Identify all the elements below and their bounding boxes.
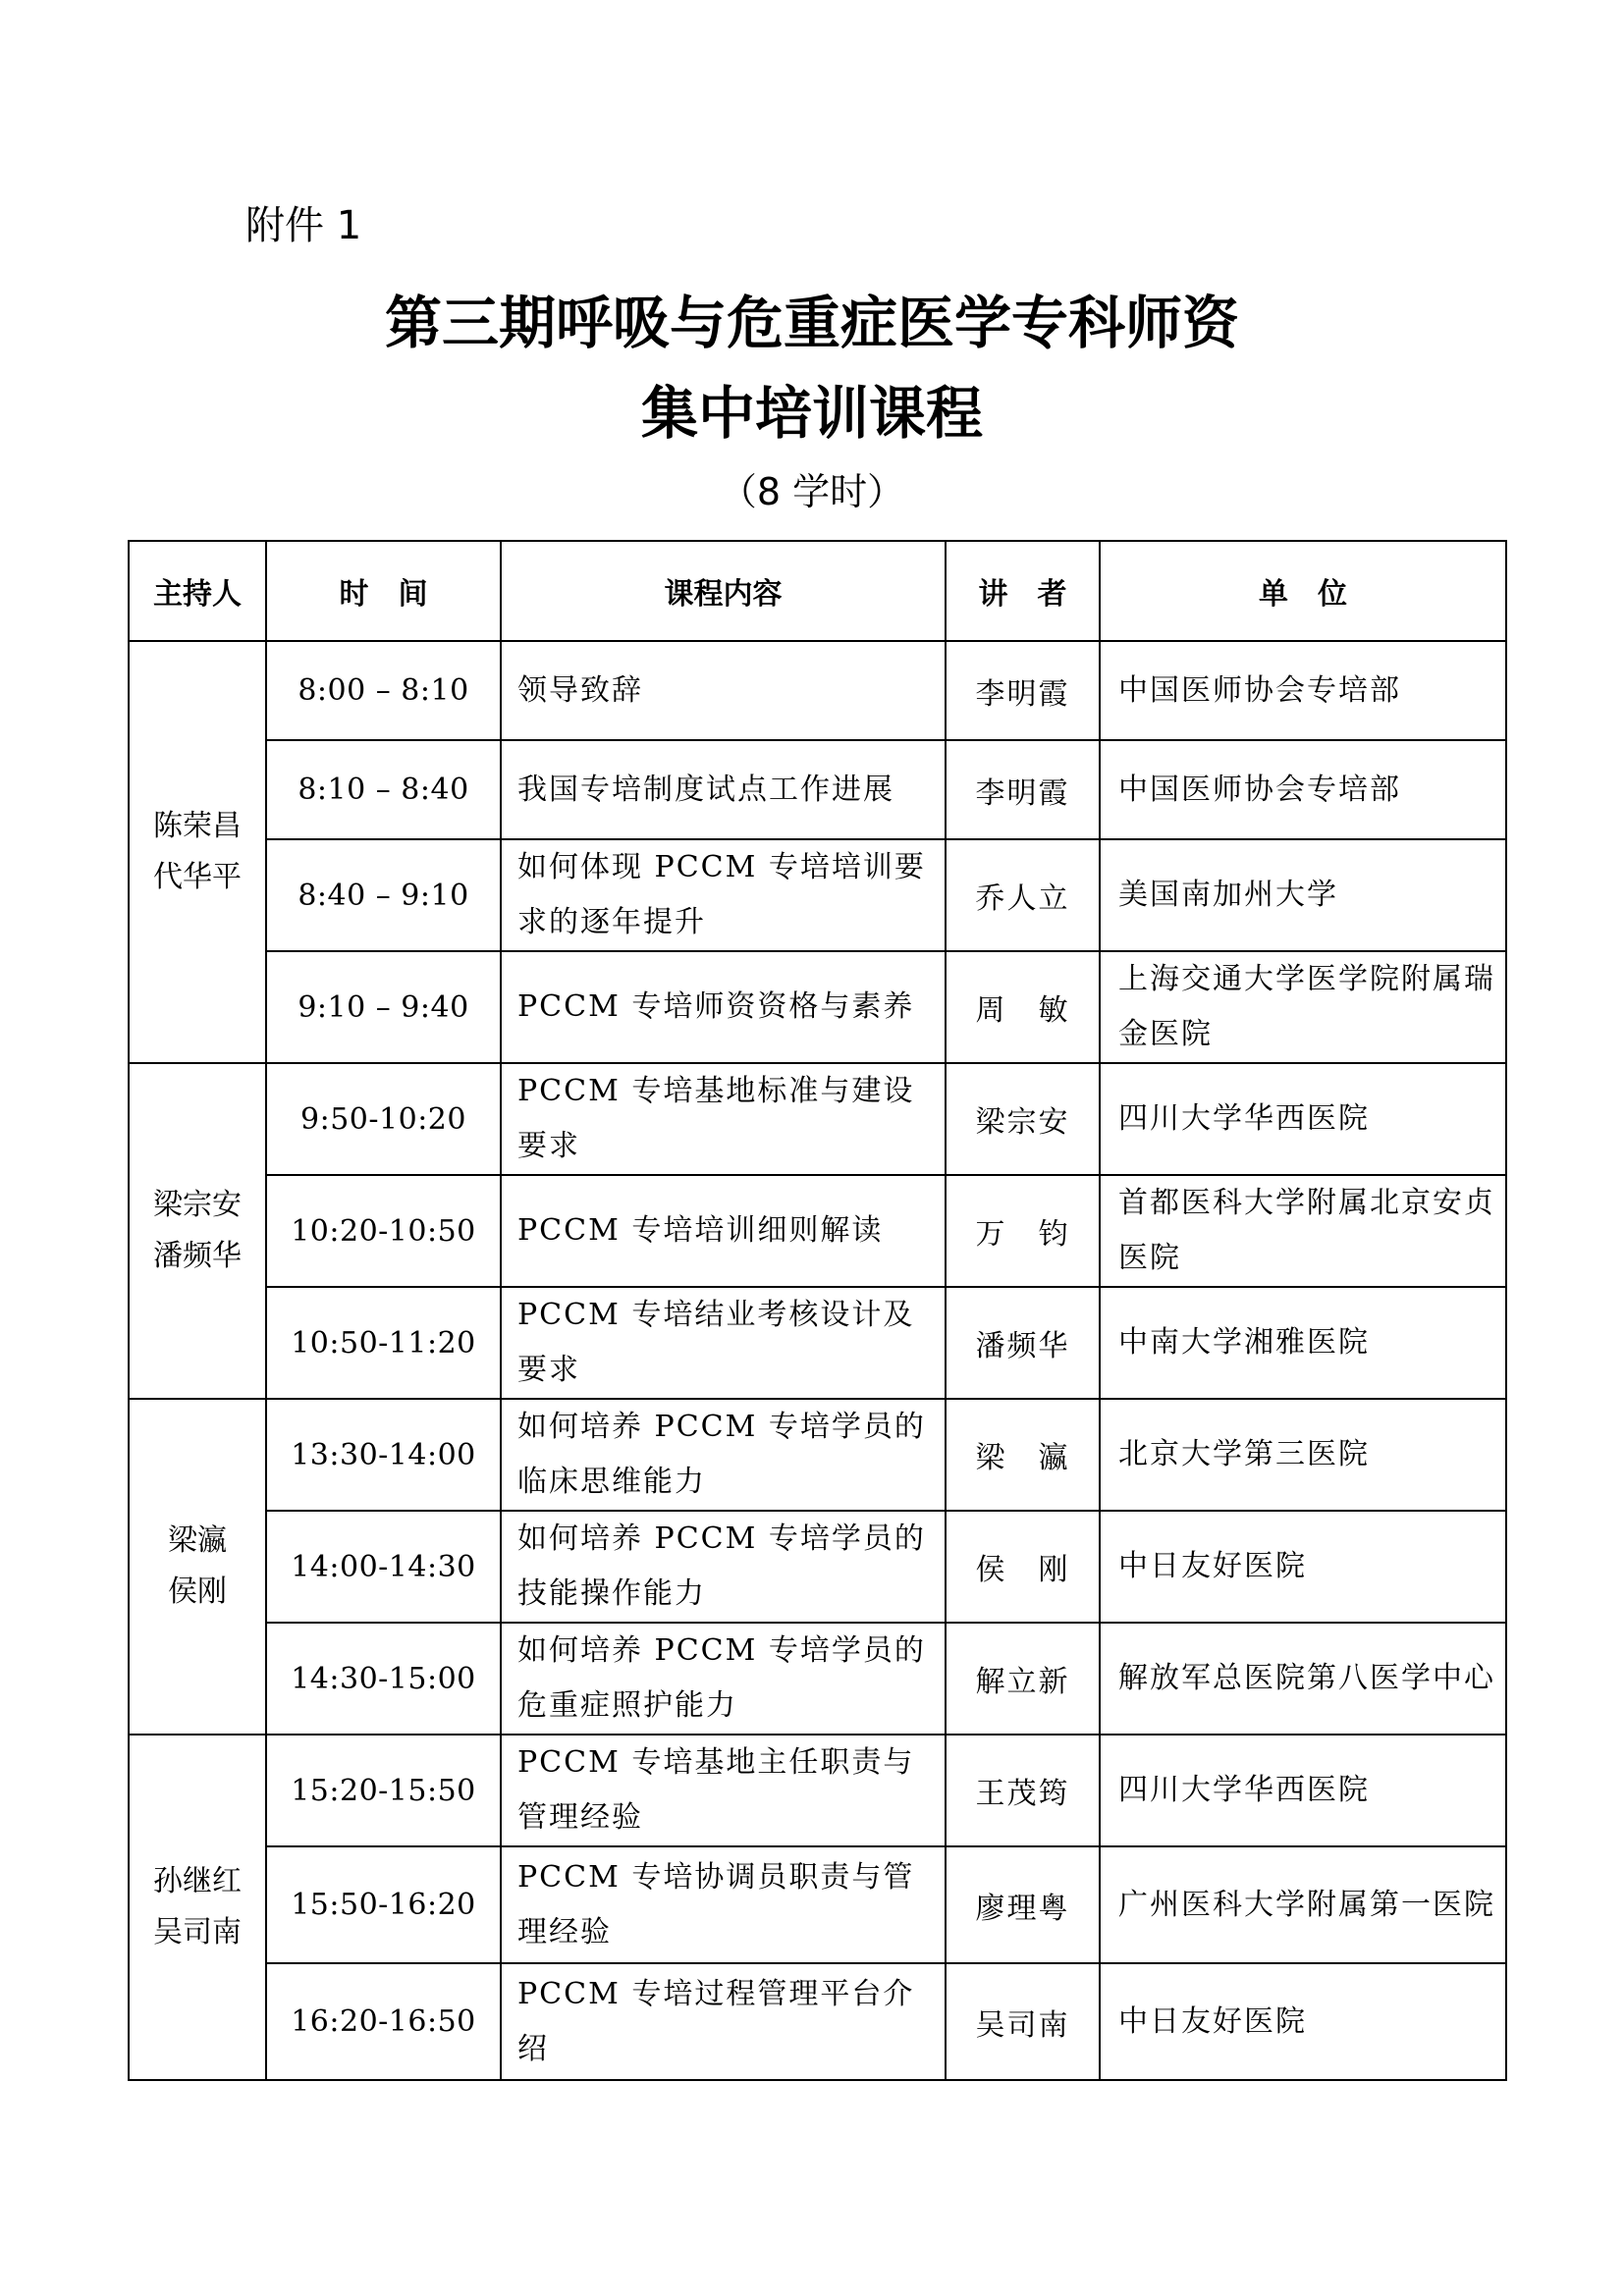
hours-subtitle: （8 学时） — [719, 470, 905, 513]
unit-cell: 首都医科大学附属北京安贞医院 — [1100, 1175, 1506, 1287]
time-cell: 8:00 – 8:10 — [266, 641, 501, 740]
unit-cell: 四川大学华西医院 — [1100, 1063, 1506, 1175]
unit-cell: 四川大学华西医院 — [1100, 1735, 1506, 1846]
lecturer-cell: 解立新 — [946, 1623, 1100, 1735]
header-unit: 单 位 — [1100, 541, 1506, 641]
host-name: 吴司南 — [153, 1915, 242, 1949]
unit-cell: 解放军总医院第八医学中心 — [1100, 1623, 1506, 1735]
header-course: 课程内容 — [501, 541, 946, 641]
time-cell: 9:50-10:20 — [266, 1063, 501, 1175]
lecturer-cell: 梁 瀛 — [946, 1399, 1100, 1511]
table-row — [129, 1963, 1506, 2080]
course-cell: 如何培养 PCCM 专培学员的临床思维能力 — [501, 1399, 946, 1511]
unit-cell: 中日友好医院 — [1100, 1511, 1506, 1623]
host-name: 代华平 — [153, 860, 242, 894]
host-name: 梁宗安 — [153, 1188, 242, 1222]
unit-cell: 中国医师协会专培部 — [1100, 641, 1506, 740]
header-host: 主持人 — [129, 541, 266, 641]
course-cell: PCCM 专培师资资格与素养 — [501, 951, 946, 1063]
table-row — [129, 951, 1506, 1063]
unit-cell: 广州医科大学附属第一医院 — [1100, 1846, 1506, 1963]
host-cell — [129, 1735, 266, 2080]
table-row — [129, 1175, 1506, 1287]
header-time: 时 间 — [266, 541, 501, 641]
host-name: 潘频华 — [153, 1239, 242, 1273]
table-row — [129, 1735, 1506, 1846]
lecturer-cell: 侯 刚 — [946, 1511, 1100, 1623]
unit-cell: 中南大学湘雅医院 — [1100, 1287, 1506, 1399]
time-cell: 10:20-10:50 — [266, 1175, 501, 1287]
lecturer-cell: 梁宗安 — [946, 1063, 1100, 1175]
host-cell — [129, 641, 266, 1063]
table-row — [129, 740, 1506, 839]
table-row — [129, 1399, 1506, 1511]
course-cell: PCCM 专培过程管理平台介绍 — [501, 1963, 946, 2080]
table-row — [129, 1623, 1506, 1735]
lecturer-cell: 李明霞 — [946, 641, 1100, 740]
course-cell: PCCM 专培培训细则解读 — [501, 1175, 946, 1287]
time-cell: 9:10 – 9:40 — [266, 951, 501, 1063]
course-cell: 我国专培制度试点工作进展 — [501, 740, 946, 839]
time-cell: 14:00-14:30 — [266, 1511, 501, 1623]
lecturer-cell: 万 钧 — [946, 1175, 1100, 1287]
course-cell: 领导致辞 — [501, 641, 946, 740]
course-cell: PCCM 专培基地主任职责与管理经验 — [501, 1735, 946, 1846]
time-cell: 10:50-11:20 — [266, 1287, 501, 1399]
table-row — [129, 1846, 1506, 1963]
host-name: 陈荣昌 — [153, 809, 242, 843]
lecturer-cell: 潘频华 — [946, 1287, 1100, 1399]
course-cell: PCCM 专培结业考核设计及要求 — [501, 1287, 946, 1399]
unit-cell: 美国南加州大学 — [1100, 839, 1506, 951]
course-cell: 如何体现 PCCM 专培培训要求的逐年提升 — [501, 839, 946, 951]
time-cell: 15:50-16:20 — [266, 1846, 501, 1963]
host-name: 梁瀛 — [168, 1523, 227, 1558]
time-cell: 15:20-15:50 — [266, 1735, 501, 1846]
course-cell: 如何培养 PCCM 专培学员的危重症照护能力 — [501, 1623, 946, 1735]
document-title-line2: 集中培训课程 — [640, 380, 983, 447]
time-cell: 8:10 – 8:40 — [266, 740, 501, 839]
host-cell — [129, 1399, 266, 1735]
document-title-line1: 第三期呼吸与危重症医学专科师资 — [384, 290, 1239, 356]
lecturer-cell: 吴司南 — [946, 1963, 1100, 2080]
time-cell: 8:40 – 9:10 — [266, 839, 501, 951]
table-row — [129, 641, 1506, 740]
course-cell: 如何培养 PCCM 专培学员的技能操作能力 — [501, 1511, 946, 1623]
attachment-label: 附件 1 — [245, 203, 362, 248]
table-row — [129, 1063, 1506, 1175]
schedule-table — [128, 540, 1507, 2081]
lecturer-cell: 廖理粤 — [946, 1846, 1100, 1963]
time-cell: 14:30-15:00 — [266, 1623, 501, 1735]
header-lecturer: 讲 者 — [946, 541, 1100, 641]
time-cell: 16:20-16:50 — [266, 1963, 501, 2080]
unit-cell: 北京大学第三医院 — [1100, 1399, 1506, 1511]
table-row — [129, 839, 1506, 951]
time-cell: 13:30-14:00 — [266, 1399, 501, 1511]
table-row — [129, 1287, 1506, 1399]
lecturer-cell: 王茂筠 — [946, 1735, 1100, 1846]
course-cell: PCCM 专培基地标准与建设要求 — [501, 1063, 946, 1175]
unit-cell: 中国医师协会专培部 — [1100, 740, 1506, 839]
host-name: 孙继红 — [153, 1864, 242, 1898]
unit-cell: 上海交通大学医学院附属瑞金医院 — [1100, 951, 1506, 1063]
table-row — [129, 1511, 1506, 1623]
host-name: 侯刚 — [168, 1575, 227, 1609]
table-header-row — [129, 541, 1506, 641]
course-cell: PCCM 专培协调员职责与管理经验 — [501, 1846, 946, 1963]
lecturer-cell: 乔人立 — [946, 839, 1100, 951]
lecturer-cell: 周 敏 — [946, 951, 1100, 1063]
lecturer-cell: 李明霞 — [946, 740, 1100, 839]
unit-cell: 中日友好医院 — [1100, 1963, 1506, 2080]
host-cell — [129, 1063, 266, 1399]
